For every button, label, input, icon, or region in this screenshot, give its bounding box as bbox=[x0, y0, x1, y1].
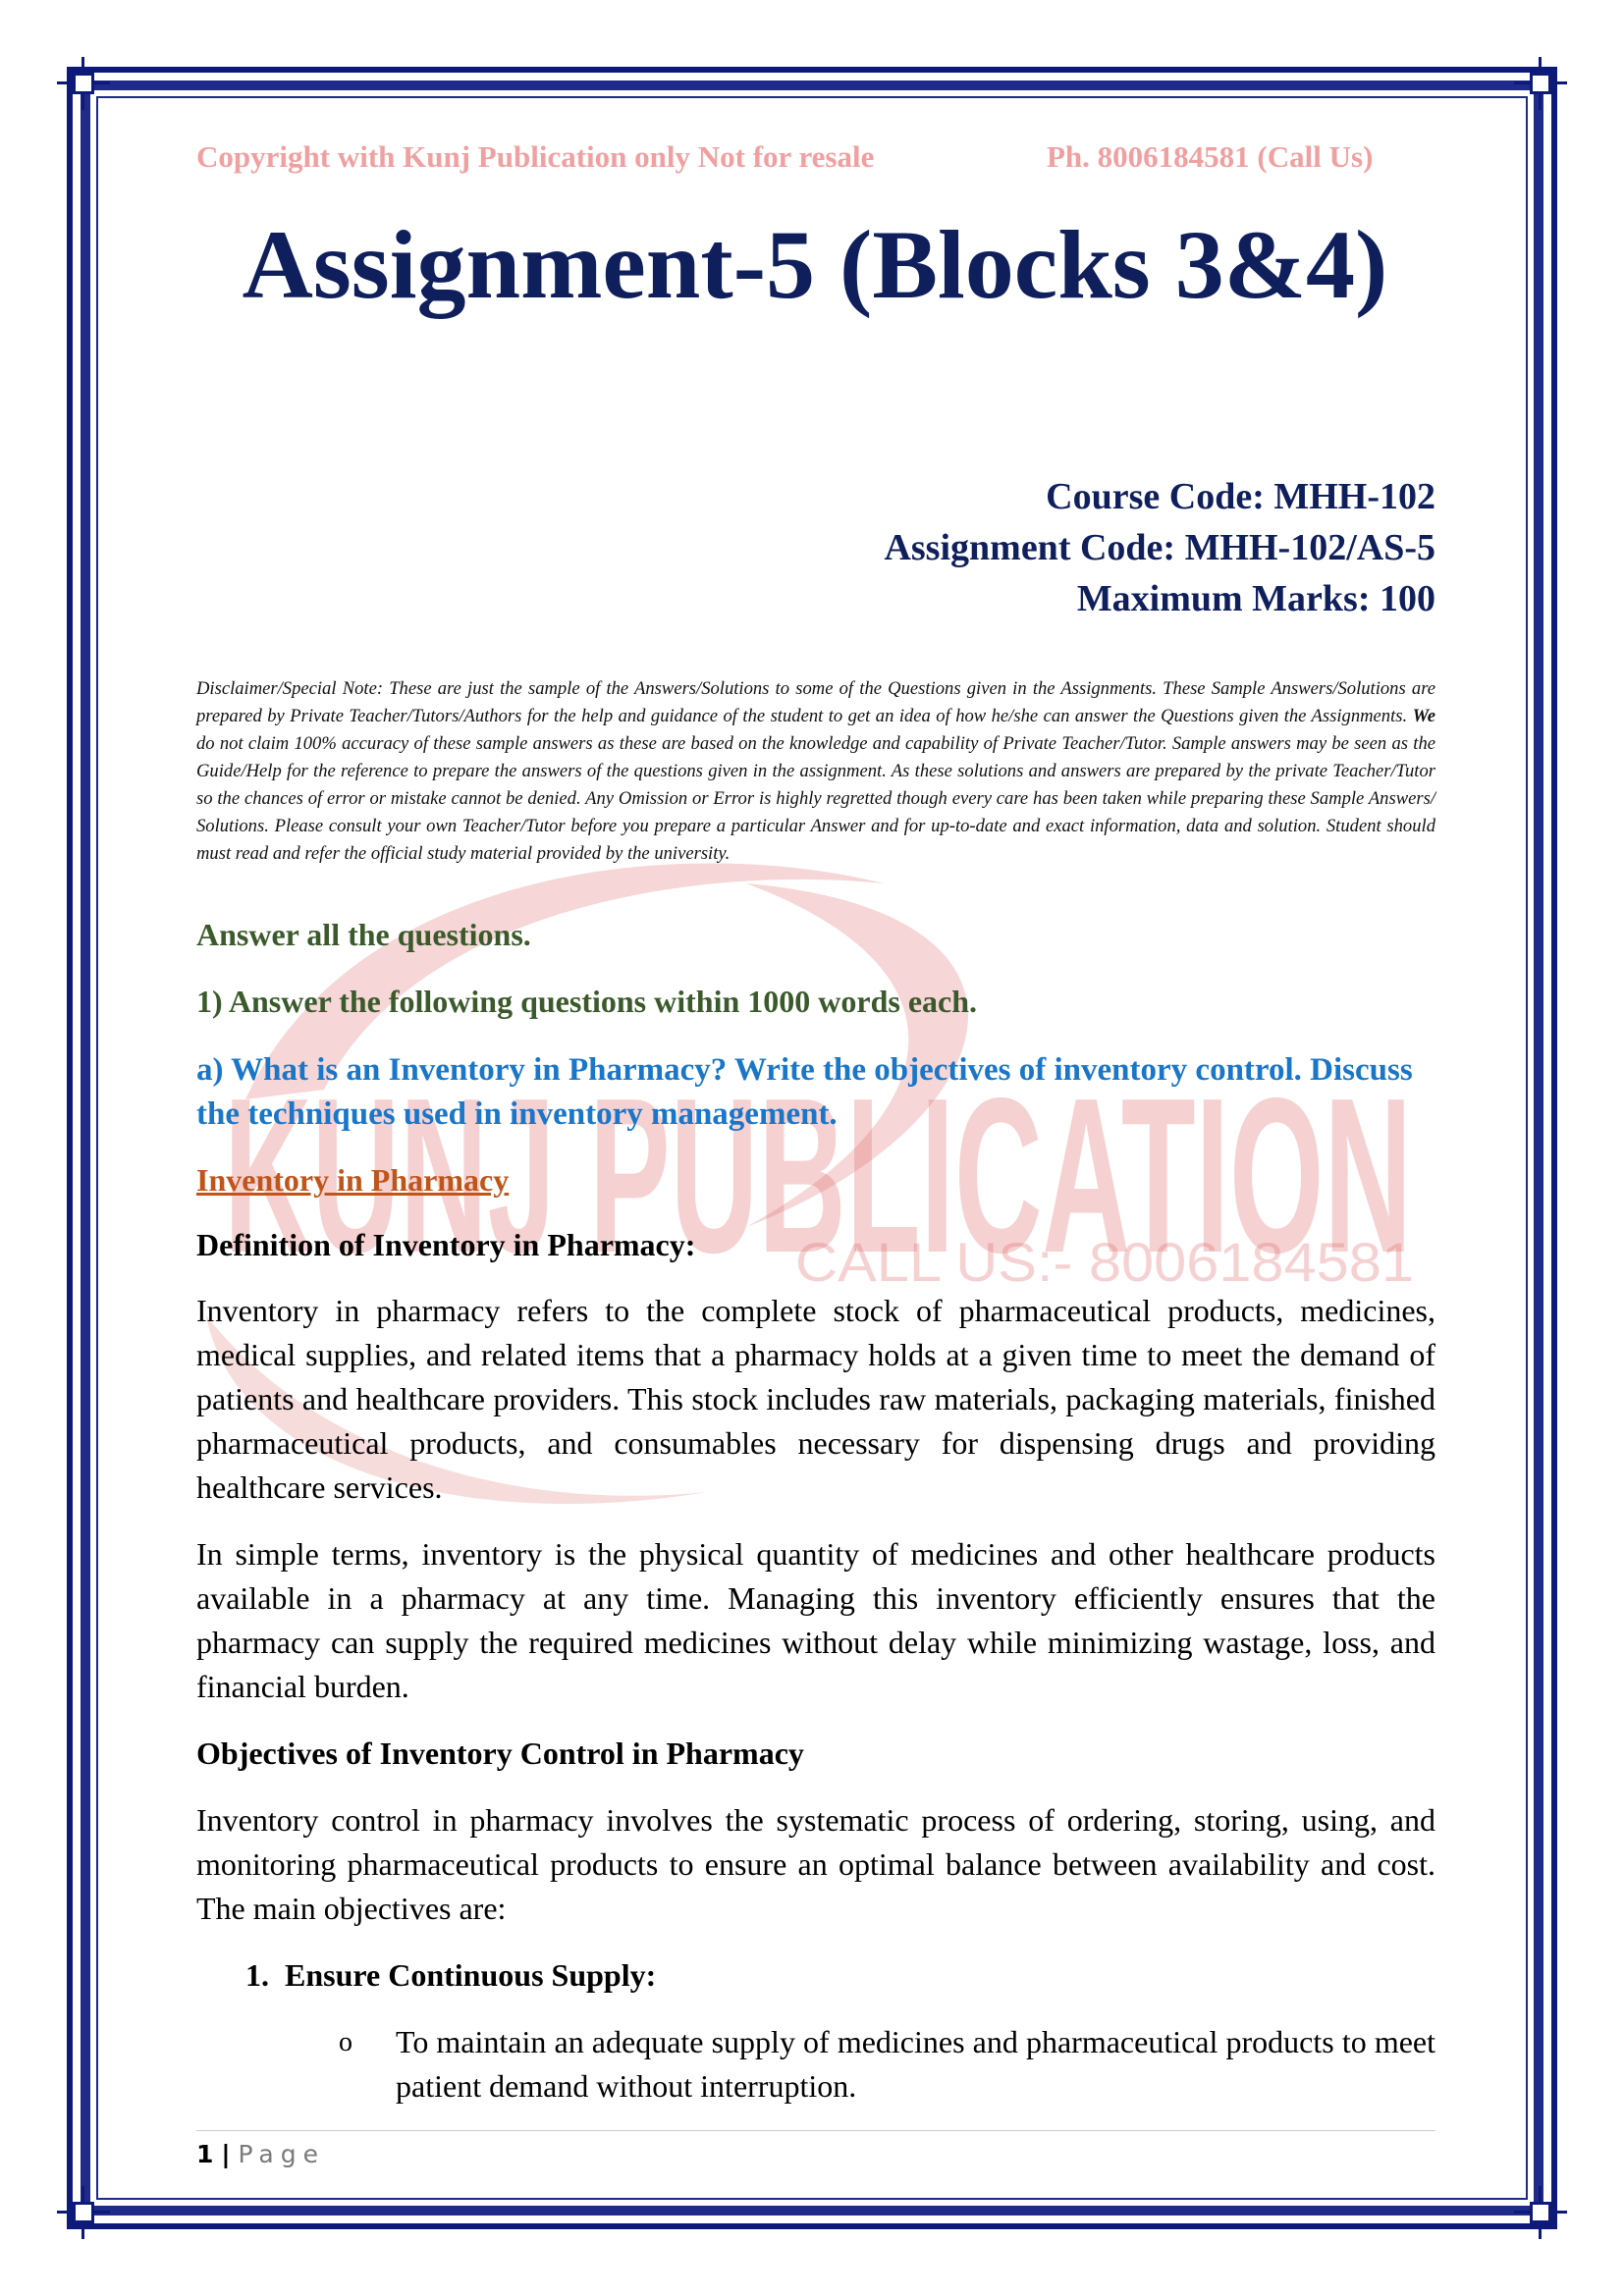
bullet-icon: o bbox=[339, 2027, 352, 2057]
section-heading: Inventory in Pharmacy bbox=[196, 1162, 510, 1198]
copyright-text: Copyright with Kunj Publication only Not for resale bbox=[196, 139, 875, 174]
question-a: a) What is an Inventory in Pharmacy? Write the objectives of inventory control. Discuss the techniques used in inventory management. bbox=[196, 1052, 1413, 1132]
disclaimer-we: We bbox=[1412, 706, 1435, 726]
disclaimer-part2: do not claim 100% accuracy of these sample answers as these are based on the knowledge and capability of Private Teacher/Tutor. Sample answers may be seen as the Guide/Help for the reference to prepare the answers of the questions given in the assignment. As these solutions and answers are prepared by the private Teacher/Tutor so the chances of error or mistake cannot be denied. Any Omission or Error is highly regretted though every care has been taken while preparing these Sample Answers/ Solutions. Please consult your own Teacher/Tutor before you prepare a particular Answer and for up-to-date and exact information, data and solution. Student should must read and refer the official study material provided by the university. bbox=[196, 733, 1435, 864]
assignment-code: Assignment Code: MHH-102/AS-5 bbox=[884, 527, 1435, 568]
course-code: Course Code: MHH-102 bbox=[1046, 476, 1435, 517]
copyright-notice bbox=[196, 139, 1434, 175]
corner-ornament-top-right bbox=[1524, 67, 1557, 100]
page-label: Page bbox=[238, 2140, 325, 2168]
disclaimer bbox=[196, 675, 1435, 868]
objective-1-number: 1. bbox=[245, 1957, 269, 1993]
course-codes bbox=[589, 471, 1435, 624]
corner-ornament-bottom-right bbox=[1524, 2196, 1557, 2229]
instruction-answer-all: Answer all the questions. bbox=[196, 917, 531, 952]
watermark-brand-text: KUNJ PUBLICATION bbox=[224, 1051, 1412, 1299]
objective-1-text: To maintain an adequate supply of medicines and pharmaceutical products to meet patient demand without interruption. bbox=[396, 2024, 1435, 2104]
watermark-call-text: CALL US:- 8006184581 bbox=[795, 1231, 1414, 1293]
phone-number: Ph. 8006184581 (Call Us) bbox=[1047, 139, 1374, 174]
maximum-marks: Maximum Marks: 100 bbox=[1076, 578, 1435, 619]
corner-ornament-bottom-left bbox=[67, 2196, 100, 2229]
definition-paragraph-2: In simple terms, inventory is the physical quantity of medicines and other healthcare products available in a pharmacy at any time. Managing this inventory efficiently ensures that the pharmacy can supply the required medicines without delay while minimizing wastage, loss, and financial burden. bbox=[196, 1536, 1435, 1704]
objective-1-heading bbox=[245, 1953, 656, 1998]
disclaimer-part1: Disclaimer/Special Note: These are just the sample of the Answers/Solutions to some of the Questions given in the Assignments. These Sample Answers/Solutions are prepared by Private Teacher/Tutors/Authors for the help and guidance of the student to get an idea of how he/she can answer the Questions given the Assignments. bbox=[196, 678, 1435, 726]
page-number: 1 bbox=[196, 2140, 214, 2168]
objectives-intro: Inventory control in pharmacy involves the systematic process of ordering, storing, using, and monitoring pharmaceutical products to ensure an optimal balance between availability and cost. The main objectives are: bbox=[196, 1802, 1435, 1926]
page-title: Assignment-5 (Blocks 3&4) bbox=[242, 210, 1388, 319]
definition-heading: Definition of Inventory in Pharmacy: bbox=[196, 1227, 696, 1262]
objective-1-title: Ensure Continuous Supply: bbox=[285, 1957, 657, 1993]
page-footer bbox=[196, 2140, 325, 2168]
footer-divider bbox=[196, 2130, 1435, 2131]
corner-ornament-top-left bbox=[67, 67, 100, 100]
page-separator: | bbox=[221, 2140, 231, 2168]
objectives-heading: Objectives of Inventory Control in Pharmacy bbox=[196, 1735, 804, 1771]
definition-paragraph-1: Inventory in pharmacy refers to the complete stock of pharmaceutical products, medicines, medical supplies, and related items that a pharmacy holds at a given time to meet the demand of patients and healthcare providers. This stock includes raw materials, packaging materials, finished pharmaceutical products, and consumables necessary for dispensing drugs and providing healthcare services. bbox=[196, 1293, 1435, 1505]
instruction-question-1: 1) Answer the following questions within 1000 words each. bbox=[196, 984, 978, 1019]
